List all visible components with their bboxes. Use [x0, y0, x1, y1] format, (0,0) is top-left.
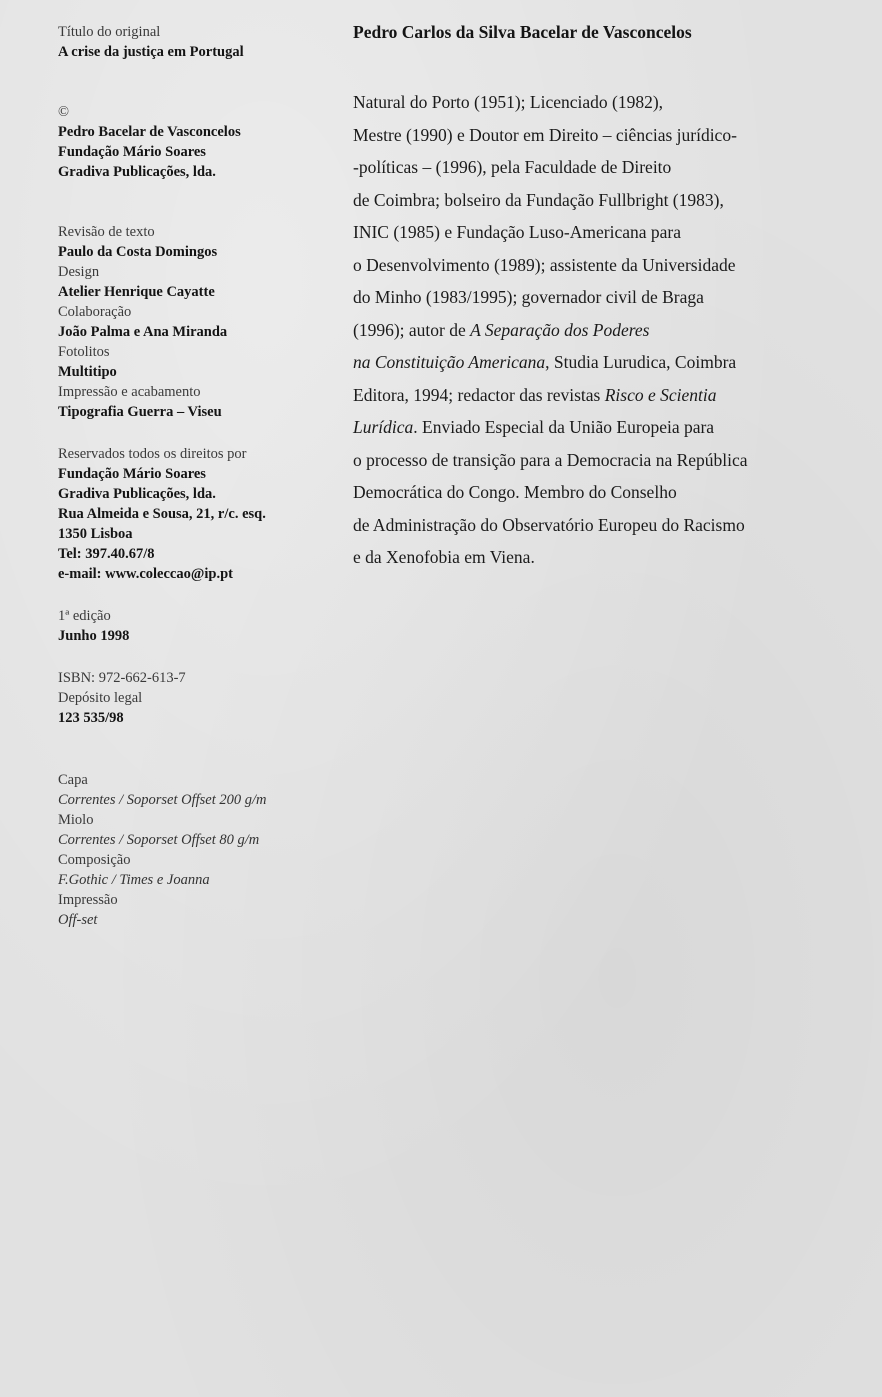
rights-label: Reservados todos os direitos por: [58, 446, 247, 462]
bio-text: Editora, 1994; redactor das revistas: [353, 384, 605, 405]
bio-text: (1996); autor de: [353, 319, 471, 340]
credit-label: Colaboração: [58, 304, 132, 320]
production-label: Capa: [58, 772, 88, 788]
production-value: F.Gothic / Times e Joanna: [58, 872, 210, 888]
edition-block: [58, 606, 328, 646]
production-label: Composição: [58, 852, 131, 868]
edition-label: 1ª edição: [58, 608, 111, 624]
legal-deposit-number: 123 535/98: [58, 710, 124, 726]
bio-line: -políticas – (1996), pela Faculdade de Direito: [353, 157, 672, 177]
bio-line: do Minho (1983/1995); governador civil de Braga: [353, 287, 704, 307]
credit-label: Impressão e acabamento: [58, 384, 201, 400]
credit-label: Fotolitos: [58, 344, 110, 360]
original-title-block: [58, 22, 328, 62]
bio-journal-title: Risco e Scientia: [604, 384, 717, 405]
colophon-column: [58, 22, 328, 930]
bio-line: Mestre (1990) e Doutor em Direito – ciências jurídico-: [353, 124, 737, 145]
bio-book-title: na Constituição Americana: [353, 352, 546, 372]
isbn-block: [58, 668, 328, 728]
bio-line: de Coimbra; bolseiro da Fundação Fullbright (1983),: [353, 189, 724, 210]
rights-email: e-mail: www.coleccao@ip.pt: [58, 566, 233, 582]
bio-line: o processo de transição para a Democracia na República: [353, 449, 748, 470]
copyright-holder: Fundação Mário Soares: [58, 144, 206, 160]
author-column: [353, 20, 853, 574]
production-value: Correntes / Soporset Offset 200 g/m: [58, 792, 267, 808]
copyright-block: [58, 102, 328, 182]
credit-value: Multitipo: [58, 364, 117, 380]
bio-line: [353, 314, 853, 347]
bio-line: [353, 346, 853, 379]
copyright-symbol: ©: [58, 104, 70, 120]
bio-line: Democrática do Congo. Membro do Conselho: [353, 482, 677, 502]
production-value: Off-set: [58, 912, 98, 928]
bio-line: [353, 379, 853, 412]
copyright-holder: Pedro Bacelar de Vasconcelos: [58, 124, 241, 140]
credit-value: Atelier Henrique Cayatte: [58, 284, 215, 300]
bio-text: , Studia Lurudica, Coimbra: [545, 352, 737, 372]
bio-line: e da Xenofobia em Viena.: [353, 547, 535, 567]
bio-text: . Enviado Especial da União Europeia para: [413, 417, 715, 437]
credit-label: Revisão de texto: [58, 224, 155, 240]
bio-book-title: A Separação dos Poderes: [470, 319, 650, 340]
edition-date: Junho 1998: [58, 628, 130, 644]
bio-line: de Administração do Observatório Europeu do Racismo: [353, 514, 745, 535]
production-label: Impressão: [58, 892, 118, 908]
original-title-label: Título do original: [58, 24, 161, 40]
legal-deposit-label: Depósito legal: [58, 690, 143, 706]
rights-line: Gradiva Publicações, lda.: [58, 486, 216, 502]
rights-line: Rua Almeida e Sousa, 21, r/c. esq.: [58, 506, 266, 522]
production-block: [58, 770, 328, 930]
author-name: Pedro Carlos da Silva Bacelar de Vasconcelos: [353, 22, 692, 42]
isbn: ISBN: 972-662-613-7: [58, 670, 186, 686]
original-title: A crise da justiça em Portugal: [58, 44, 244, 60]
credits-block: [58, 222, 328, 422]
bio-line: Natural do Porto (1951); Licenciado (1982),: [353, 92, 664, 112]
credit-label: Design: [58, 264, 100, 280]
production-label: Miolo: [58, 812, 94, 828]
rights-block: [58, 444, 328, 584]
rights-line: Fundação Mário Soares: [58, 466, 206, 482]
credit-value: Tipografia Guerra – Viseu: [58, 404, 222, 420]
bio-journal-title: Lurídica: [353, 417, 414, 437]
rights-line: Tel: 397.40.67/8: [58, 546, 155, 562]
copyright-holder: Gradiva Publicações, lda.: [58, 164, 216, 180]
author-biography: [353, 86, 853, 574]
rights-line: 1350 Lisboa: [58, 526, 133, 542]
bio-line: INIC (1985) e Fundação Luso-Americana para: [353, 222, 681, 242]
bio-line: [353, 411, 853, 444]
production-value: Correntes / Soporset Offset 80 g/m: [58, 832, 260, 848]
credit-value: Paulo da Costa Domingos: [58, 244, 218, 260]
credit-value: João Palma e Ana Miranda: [58, 324, 228, 340]
bio-line: o Desenvolvimento (1989); assistente da Universidade: [353, 254, 736, 275]
